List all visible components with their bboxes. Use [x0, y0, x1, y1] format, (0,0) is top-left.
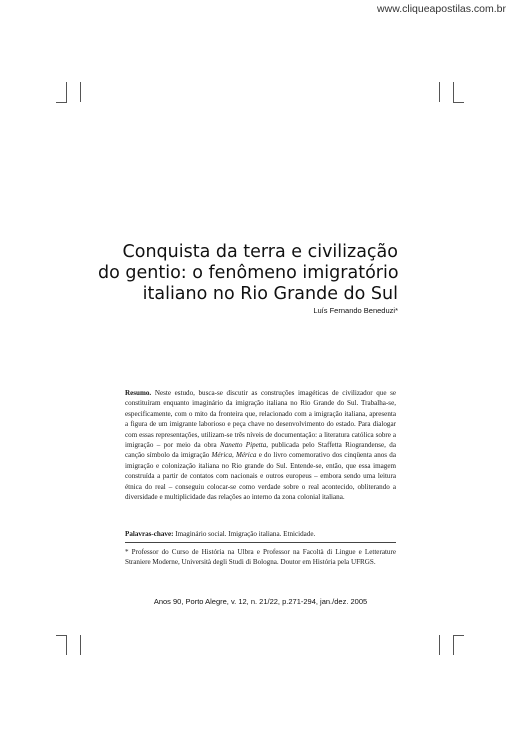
- author-footnote: * Professor do Curso de História na Ulbra e Professor na Facoltà di Lingue e Letterature Straniere Moderne, Università degli Studi di Bologna. Doutor em História pela UFRGS.: [125, 548, 396, 567]
- footnote-divider: [125, 542, 396, 543]
- article-title: [98, 242, 398, 305]
- abstract-italic-title: Nanetto Pipetta: [219, 441, 267, 450]
- watermark-url: www.cliqueapostilas.com.br: [377, 3, 506, 15]
- title-line: Conquista da terra e civilização: [122, 242, 398, 262]
- journal-citation: Anos 90, Porto Alegre, v. 12, n. 21/22, p.271-294, jan./dez. 2005: [153, 597, 368, 606]
- keywords-text: Imaginário social. Imigração italiana. Etnicidade.: [173, 530, 316, 538]
- abstract-italic-title: Mérica, Mérica: [211, 451, 257, 460]
- keywords: [125, 529, 396, 539]
- abstract-label: Resumo.: [125, 389, 152, 397]
- keywords-label: Palavras-chave:: [125, 530, 174, 538]
- abstract-text: Neste estudo, busca-se discutir as construções imagéticas de civilizador que se constituíram enquanto imaginário da imigração italiana no Rio Grande do Sul. Trabalha-se, especificamente, com o mito da fronteira que, relacionado com a imigração italiana, apresenta a figura de um imigrante laborioso e peça chave no desenvolvimento do estado. Para dialogar com essas representações, utilizam-se três níveis de documentação: a literatura católica sobre a imigração – por meio da obra: [125, 389, 396, 450]
- author-name: Luís Fernando Beneduzi*: [313, 306, 398, 315]
- title-line: do gentio: o fenômeno imigratório: [98, 263, 399, 283]
- title-line: italiano no Rio Grande do Sul: [142, 284, 398, 304]
- abstract-text: e do livro comemorativo dos cinqüenta anos da imigração e colonização italiana no Rio grande do Sul. Entende-se, então, que essa imagem construída a partir de contatos com nacionais e outros europeus – embora sendo uma leitura étnica do real – conseguiu colocar-se como verdade sobre o real acontecido, obliterando a diversidade e multiplicidade das relações ao interno da zona colonial italiana.: [125, 451, 396, 502]
- abstract: [125, 388, 396, 502]
- abstract-text: , publicada pelo Staffetta Riograndense, da canção símbolo da imigração: [125, 441, 396, 460]
